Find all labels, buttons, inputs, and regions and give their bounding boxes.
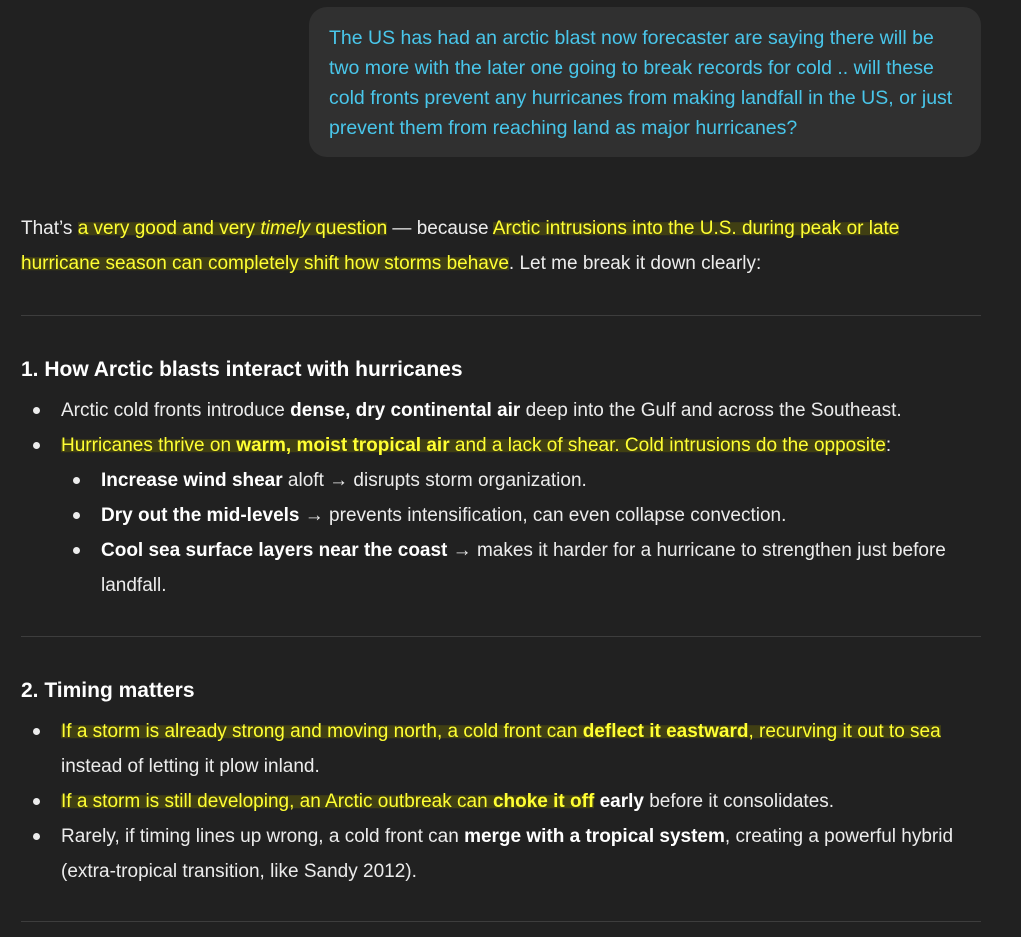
highlight-arctic-intrusions: Arctic intrusions into the U.S. during peak or late hurricane season can completely shift how storms behave <box>21 218 900 274</box>
bold-text: deflect it eastward <box>582 721 749 742</box>
text: and a lack of shear. Cold intrusions do the opposite <box>449 435 886 456</box>
bold-text: early <box>599 791 644 812</box>
user-message-text: The US has had an arctic blast now forecaster are saying there will be two more with the later one going to break records for cold .. will these cold fronts prevent any hurricanes from making landfall in the US, or just prevent them from reaching land as major hurricanes? <box>329 27 953 139</box>
text: Rarely, if timing lines up wrong, a cold front can <box>61 826 465 847</box>
section2-heading: 2. Timing matters <box>21 679 195 702</box>
list-item <box>21 393 981 428</box>
text: deep into the Gulf and across the Southeast. <box>520 400 902 421</box>
section2-list <box>21 714 981 889</box>
divider <box>21 636 981 637</box>
text: instead of letting it plow inland. <box>61 756 320 777</box>
intro-text: . Let me break it down clearly: <box>508 253 762 274</box>
text: → prevents intensification, can even collapse convection. <box>299 505 787 526</box>
text: Arctic cold fronts introduce <box>61 400 291 421</box>
text: before it consolidates. <box>643 791 835 812</box>
highlight-text: a very good and very <box>77 218 261 239</box>
intro-paragraph <box>21 211 981 281</box>
text: , creating a powerful hybrid (extra-tropical transition, like Sandy 2012). <box>61 826 954 882</box>
intro-text: That’s <box>21 218 78 239</box>
highlight-text: question <box>310 218 388 239</box>
sublist-item <box>61 463 981 498</box>
highlight-storm-strong <box>61 721 941 742</box>
list-item <box>21 784 981 819</box>
list-item <box>21 714 981 784</box>
list-item <box>21 819 981 889</box>
section1-heading: 1. How Arctic blasts interact with hurricanes <box>21 358 463 381</box>
bold-text: dense, dry continental air <box>290 400 521 421</box>
sublist-item <box>61 498 981 533</box>
highlight-good-question <box>78 218 387 239</box>
section1-list <box>21 393 981 603</box>
intro-text: — because <box>387 218 493 239</box>
section1-sublist <box>61 463 981 603</box>
bold-text: Increase wind shear <box>101 470 283 491</box>
highlight-hurricanes-thrive <box>61 435 886 456</box>
bold-text: warm, moist tropical air <box>236 435 450 456</box>
text: aloft → disrupts storm organization. <box>282 470 587 491</box>
text: Hurricanes thrive on <box>61 435 237 456</box>
emphasis-timely: timely <box>260 218 311 239</box>
text: If a storm is still developing, an Arctic outbreak can <box>61 791 493 812</box>
divider <box>21 315 981 316</box>
divider <box>21 921 981 922</box>
bold-text: Cool sea surface layers near the coast <box>101 540 448 561</box>
text: If a storm is already strong and moving north, a cold front can <box>61 721 583 742</box>
text: → makes it harder for a hurricane to strengthen just before landfall. <box>101 540 946 596</box>
assistant-response <box>21 211 981 882</box>
list-item <box>21 428 981 603</box>
text: , recurving it out to sea <box>748 721 941 742</box>
sublist-item <box>61 533 981 603</box>
user-message-bubble <box>309 7 981 157</box>
bold-text: merge with a tropical system <box>464 826 725 847</box>
highlight-storm-developing <box>61 791 594 812</box>
bold-text: Dry out the mid-levels <box>101 505 300 526</box>
text: : <box>885 435 892 456</box>
bold-text: choke it off <box>492 791 595 812</box>
